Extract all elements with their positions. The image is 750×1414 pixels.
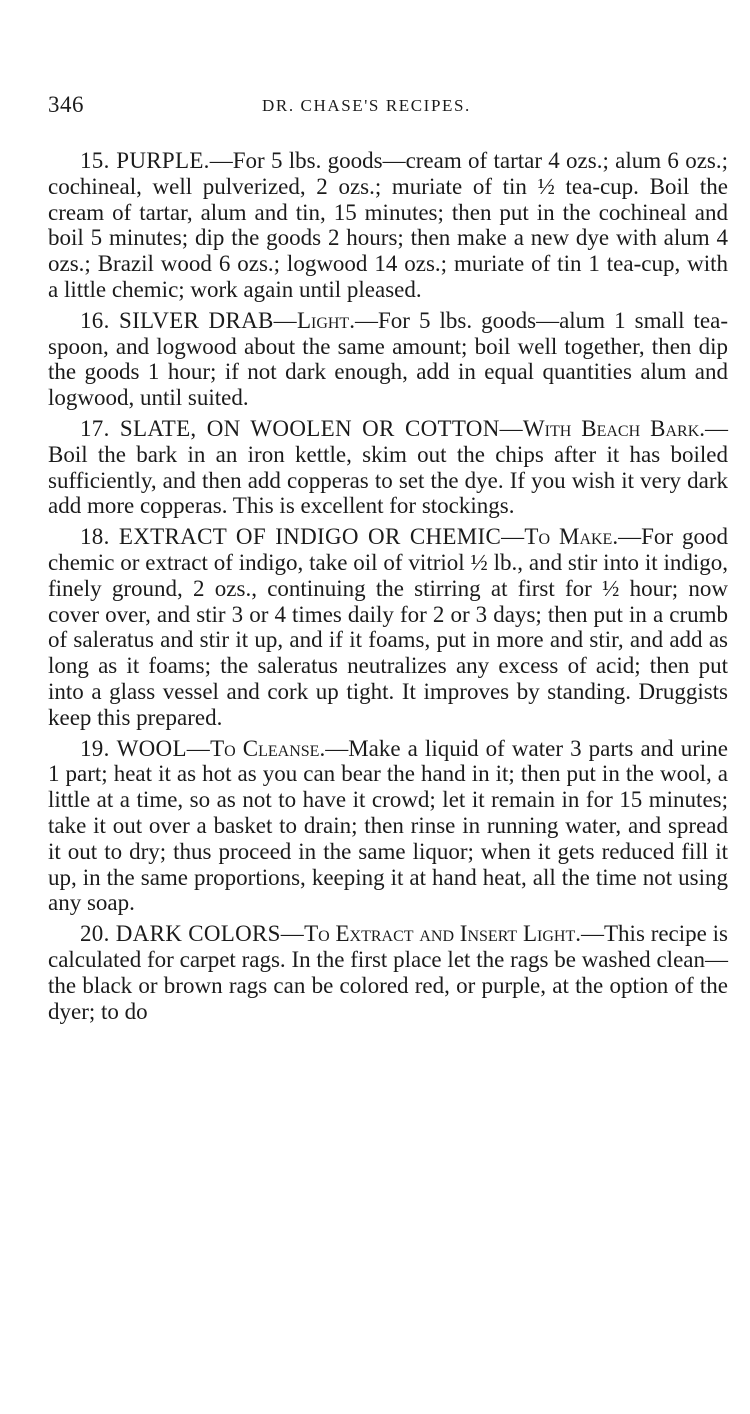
page-number: 346 [48,92,84,117]
recipe-subtitle: To Make. [524,524,619,550]
recipe-subtitle: To Cleanse. [210,735,326,761]
recipe-18 [48,524,728,730]
recipe-title: 20. DARK COLORS— [80,921,305,947]
recipe-title: 16. SILVER DRAB— [80,307,297,333]
recipe-text: —Make a liquid of water 3 parts and urine 1 part; heat it as hot as you can bear the hand in it; then put in the wool, a little at a time, so as not to have it crowd; let it remain in for 15 minutes; take it out over a basket to drain; then rinse in running water, and spread it out to dry; thus proceed in the same liquor; when it gets reduced fill it up, in the same proportions, keeping it at hand heat, all the time not using any soap. [48,735,728,916]
recipe-16 [48,308,728,411]
recipe-subtitle: With Beach Bark. [522,415,706,441]
recipe-subtitle: Light. [296,307,355,333]
page-body [48,148,728,1029]
recipe-text: —Boil the bark in an iron kettle, skim out the chips after it has boiled sufficiently, and then add copperas to set the dye. If you wish it very dark add more copperas. This is excellent for stockings. [48,415,729,519]
recipe-text: —For 5 lbs. goods—cream of tartar 4 ozs.; alum 6 ozs.; cochineal, well pulverized, 2 ozs.; muriate of tin ½ tea-cup. Boil the cream of tartar, alum and tin, 15 minutes; then put in the cochineal and boil 5 minutes; dip the goods 2 hours; then make a new dye with alum 4 ozs.; Brazil wood 6 ozs.; logwood 14 ozs.; muriate of tin 1 tea-cup, with a little chemic; work again until pleased. [48,148,728,302]
recipe-text: —For 5 lbs. goods—alum 1 small tea-spoon, and logwood about the same amount; boil well together, then dip the goods 1 hour; if not dark enough, add in equal quantities alum and logwood, until suited. [48,307,728,411]
recipe-20 [48,921,728,1024]
running-head: DR. CHASE'S RECIPES. [262,96,471,115]
recipe-19 [48,736,728,917]
recipe-text: —For good chemic or extract of indigo, take oil of vitriol ½ lb., and stir into it indigo, finely ground, 2 ozs., continuing the stirring at first for ½ hour; now cover over, and stir 3 or 4 times daily for 2 or 3 days; then put in a crumb of saleratus and stir it up, and if it foams, put in more and stir, and add as long as it foams; the saleratus neutralizes any excess of acid; then put into a glass vessel and cork up tight. It improves by standing. Druggists keep this prepared. [48,524,729,730]
recipe-title: 19. WOOL— [80,735,211,761]
recipe-subtitle: To Extract and Insert Light. [304,921,581,947]
recipe-title: 17. SLATE, ON WOOLEN OR COTTON— [80,415,523,441]
recipe-15 [48,148,728,303]
page-header [48,92,718,122]
recipe-title: 15. PURPLE. [80,148,210,173]
recipe-title: 18. EXTRACT OF INDIGO OR CHEMIC— [80,524,525,550]
recipe-17 [48,416,728,519]
recipe-text: —This recipe is calculated for carpet rags. In the first place let the rags be washed clean—the black or brown rags can be colored red, or purple, at the option of the dyer; to do [48,921,729,1024]
